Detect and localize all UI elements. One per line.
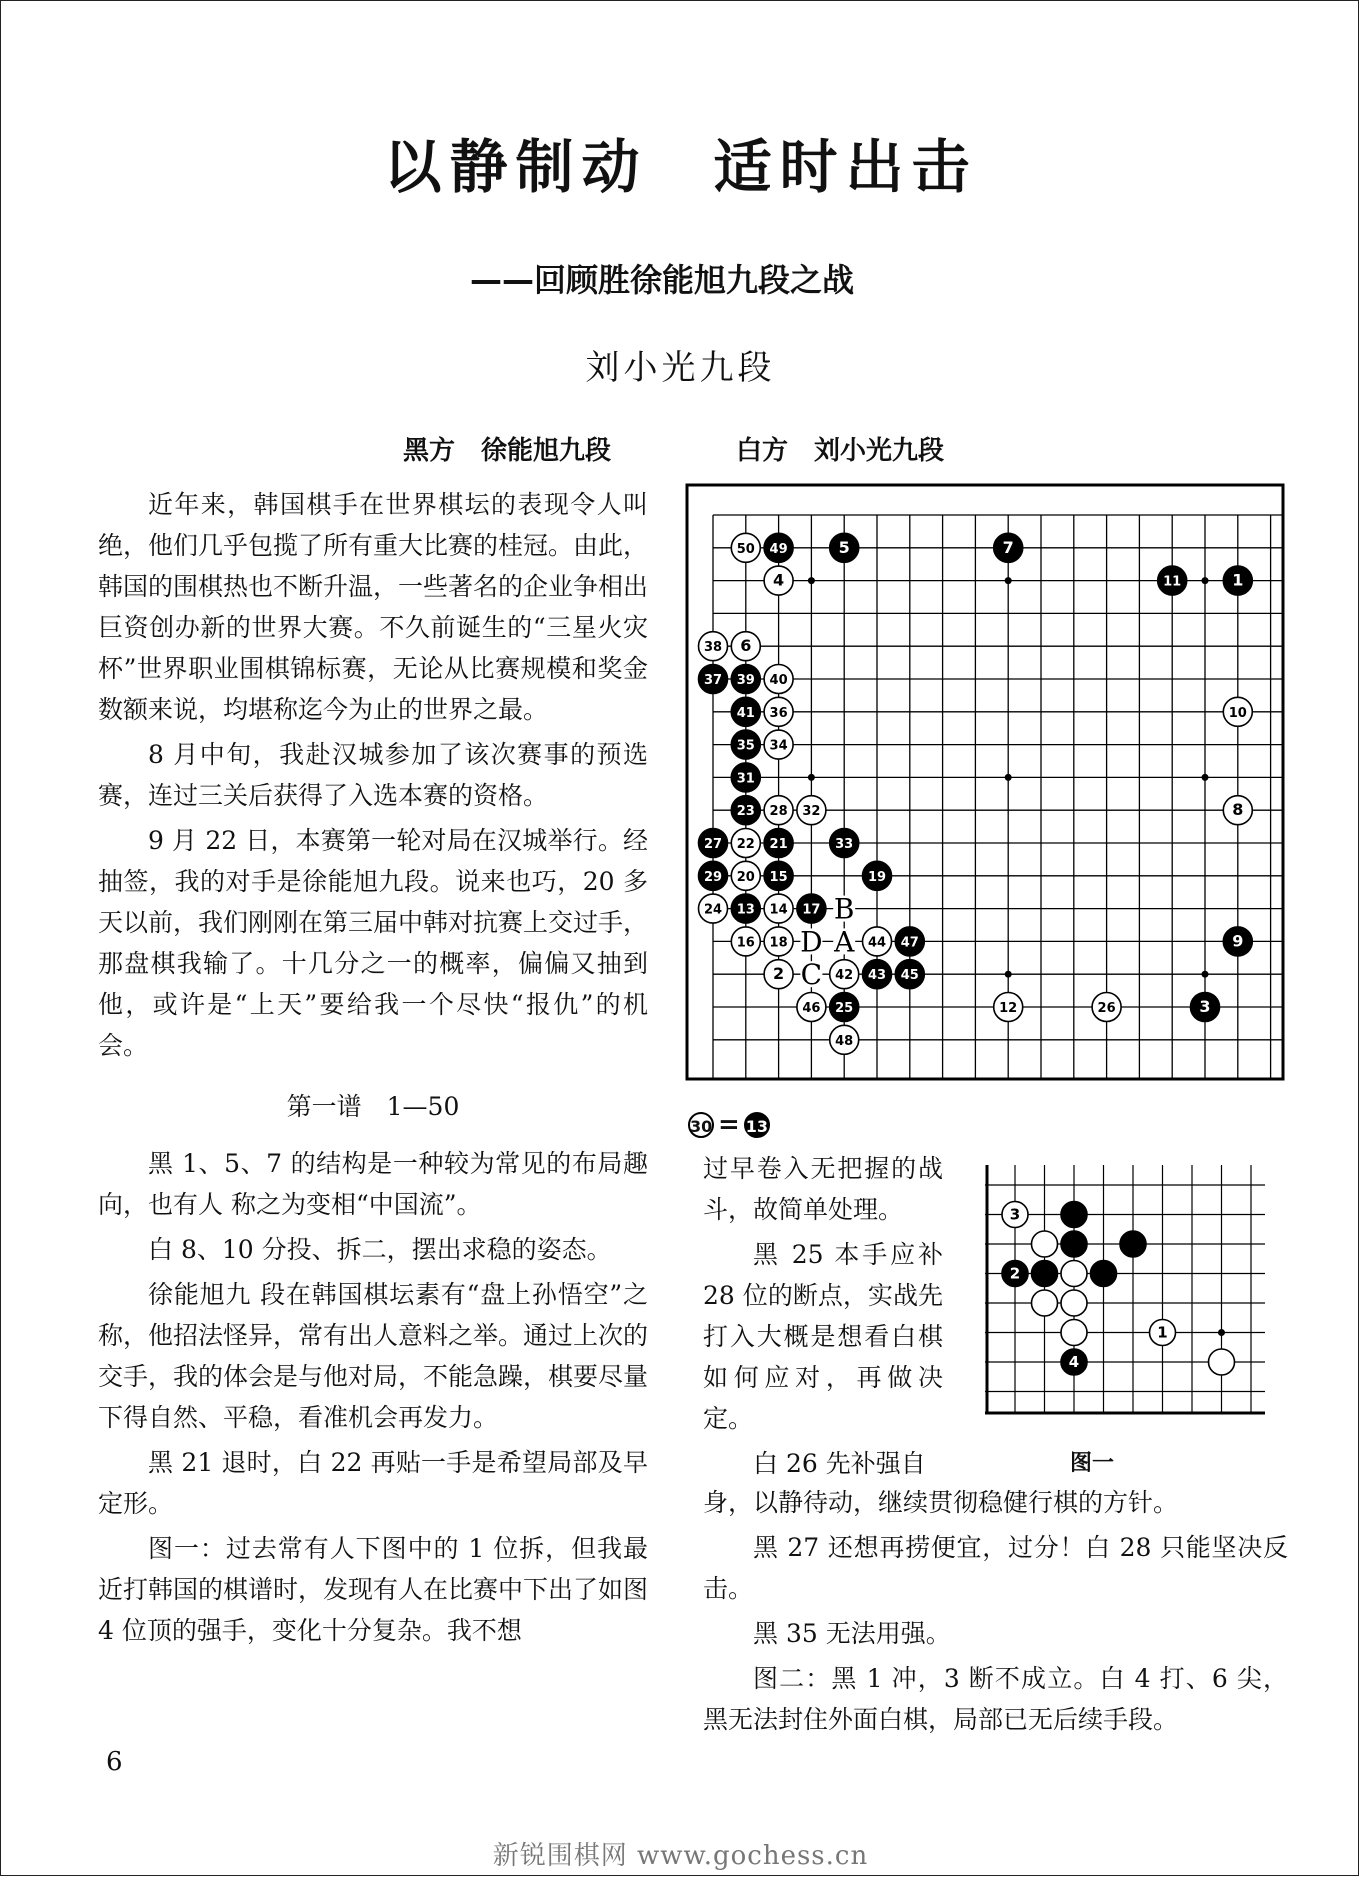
equals-sign: = (718, 1110, 740, 1140)
black-stone (863, 960, 892, 989)
move-number: 23 (736, 804, 755, 820)
point-label: C (800, 958, 823, 992)
move-number: 24 (703, 902, 723, 918)
move-number: 26 (1097, 1001, 1116, 1016)
paragraph: 白 26 先补强自 (753, 1449, 926, 1478)
right-column (703, 1482, 1288, 1744)
black-stone (1032, 1261, 1058, 1287)
black-stone (797, 894, 826, 923)
right-narrow-column (703, 1148, 943, 1488)
paragraph: 图一：过去常有人下图中的 1 位拆，但我最近打韩国的棋谱时，发现有人在比赛中下出了如图 4 位顶的强手，变化十分复杂。我不想 (98, 1534, 649, 1645)
star-point (808, 577, 815, 584)
move-number: 19 (867, 869, 887, 885)
white-stone (764, 927, 793, 956)
move-number: 37 (703, 673, 723, 688)
move-number: 12 (999, 1001, 1018, 1016)
move-number: 27 (703, 837, 723, 852)
move-number: 1 (1232, 570, 1244, 590)
move-number: 18 (769, 935, 788, 951)
move-number: 6 (740, 636, 752, 656)
move-number: 35 (736, 738, 755, 754)
main-go-board (685, 483, 1285, 1081)
white-stone (1032, 1290, 1058, 1316)
black-stone (731, 796, 760, 825)
black-stone (1158, 566, 1187, 595)
black-stone (731, 763, 760, 792)
white-stone (863, 927, 892, 956)
white-stone (764, 730, 793, 759)
black-stone (830, 993, 859, 1022)
star-point (1005, 971, 1012, 978)
paragraph: 9 月 22 日，本赛第一轮对局在汉城举行。经抽签，我的对手是徐能旭九段。说来也巧，20 多天以前，我们刚刚在第三届中韩对抗赛上交过手，那盘棋我输了。十几分之一的概率，偏偏又抽到他，或许是“上天”要给我一个尽快“报仇”的机会。 (98, 826, 649, 1060)
move-number: 32 (802, 804, 821, 820)
white-stone (830, 960, 859, 989)
point-label: D (800, 925, 823, 959)
black-player: 黑方 徐能旭九段 (403, 436, 612, 466)
move-number: 47 (900, 935, 919, 951)
black-stone (1061, 1231, 1087, 1257)
black-stone (699, 829, 728, 858)
move-number: 41 (736, 705, 755, 721)
black-stone (895, 960, 924, 989)
black-stone (1002, 1261, 1028, 1287)
section-heading: 第一谱 1—50 (286, 1092, 460, 1121)
star-point (1202, 577, 1209, 584)
white-stone (1061, 1320, 1087, 1346)
white-stone (699, 894, 728, 923)
paragraph: 黑 27 还想再捞便宜，过分！白 28 只能坚决反击。 (703, 1533, 1288, 1603)
black-stone (731, 697, 760, 726)
paragraph: 8 月中旬，我赴汉城参加了该次赛事的预选赛，连过三关后获得了入选本赛的资格。 (98, 740, 648, 810)
black-stone (830, 829, 859, 858)
paragraph: 黑 21 退时，白 22 再贴一手是希望局部及早定形。 (98, 1448, 648, 1518)
white-stone (731, 533, 760, 562)
move-number: 3 (1199, 997, 1211, 1016)
white-stone (1223, 796, 1252, 825)
black-stone (731, 730, 760, 759)
black-stone (731, 894, 760, 923)
move-number: 48 (835, 1033, 854, 1049)
black-stone (830, 533, 859, 562)
black-stone (1061, 1349, 1087, 1375)
paragraph: 图二：黑 1 冲，3 断不成立。白 4 打、6 尖，黑无法封住外面白棋，局部已无后续手段。 (703, 1664, 1288, 1734)
point-label: A (834, 925, 855, 959)
move-number: 11 (1163, 574, 1182, 590)
black-stone (1223, 566, 1252, 595)
paragraph: 近年来，韩国棋手在世界棋坛的表现令人叫绝，他们几乎包揽了所有重大比赛的桂冠。由此，韩国的围棋热也不断升温，一些著名的企业争相出巨资创办新的世界大赛。不久前诞生的“三星火灾杯”世界职业围棋锦标赛，无论从比赛规模和奖金数额来说，均堪称迄今为止的世界之最。 (98, 490, 649, 724)
black-stone (731, 665, 760, 694)
black-stone (1223, 927, 1252, 956)
move-number: 17 (802, 902, 821, 918)
white-stone (830, 1025, 859, 1054)
white-stone-ref: 30 (688, 1112, 714, 1138)
move-number: 34 (769, 738, 788, 754)
equation (688, 1110, 770, 1140)
move-number: 28 (769, 804, 788, 820)
move-number: 33 (835, 837, 854, 852)
footer-watermark: 新锐围棋网 www.gochess.cn (492, 1841, 869, 1871)
white-stone (1223, 697, 1252, 726)
black-stone (699, 665, 728, 694)
move-number: 31 (736, 771, 755, 787)
move-number: 25 (835, 1001, 854, 1016)
star-point (1202, 971, 1209, 978)
page-number: 6 (106, 1747, 123, 1777)
move-number: 14 (769, 902, 788, 918)
move-number: 7 (1002, 537, 1014, 557)
black-stone (764, 829, 793, 858)
white-stone (797, 796, 826, 825)
black-stone (994, 533, 1023, 562)
move-number: 10 (1228, 705, 1247, 721)
paragraph: 黑 1、5、7 的结构是一种较为常见的布局趣向，也有人 称之为变相“中国流”。 (98, 1149, 648, 1219)
move-number: 8 (1232, 800, 1244, 820)
black-stone (1120, 1231, 1146, 1257)
paragraph: 黑 35 无法用强。 (753, 1619, 951, 1648)
move-number: 44 (867, 935, 887, 951)
white-stone (1061, 1290, 1087, 1316)
move-number: 1 (1157, 1323, 1168, 1342)
black-stone (863, 861, 892, 890)
move-number: 5 (838, 537, 850, 557)
move-number: 13 (736, 902, 755, 918)
star-point (1218, 1329, 1225, 1336)
figure-one-board (985, 1165, 1265, 1415)
paragraph: 身，以静待动，继续贯彻稳健行棋的方针。 (703, 1488, 1179, 1517)
white-stone (1209, 1349, 1235, 1375)
white-stone (994, 993, 1023, 1022)
white-stone (1032, 1231, 1058, 1257)
article-title: 以静制动 适时出击 (383, 133, 978, 201)
move-number: 3 (1009, 1205, 1021, 1224)
figure-caption: 图一 (1070, 1451, 1115, 1476)
white-stone (731, 632, 760, 661)
white-stone (764, 697, 793, 726)
move-number: 50 (736, 541, 755, 557)
black-stone (1091, 1261, 1117, 1287)
move-number: 21 (769, 837, 788, 852)
white-stone (797, 993, 826, 1022)
white-player: 白方 刘小光九段 (736, 436, 945, 466)
paragraph: 白 8、10 分投、拆二，摆出求稳的姿态。 (148, 1235, 612, 1264)
move-number: 38 (703, 640, 723, 656)
article-author: 刘小光九段 (585, 348, 776, 388)
article-subtitle: ——回顾胜徐能旭九段之战 (470, 261, 855, 299)
white-stone (1092, 993, 1121, 1022)
move-number: 39 (736, 673, 755, 688)
star-point (1005, 774, 1012, 781)
move-number: 15 (769, 869, 788, 885)
white-stone (731, 829, 760, 858)
move-number: 4 (773, 570, 785, 590)
black-stone (1191, 993, 1220, 1022)
move-number: 16 (736, 935, 755, 951)
move-number: 42 (835, 968, 854, 984)
black-stone (764, 533, 793, 562)
white-stone (1002, 1202, 1028, 1228)
white-stone (764, 796, 793, 825)
white-stone (699, 632, 728, 661)
move-number: 4 (1068, 1353, 1080, 1371)
black-stone (1061, 1202, 1087, 1228)
white-stone (731, 861, 760, 890)
star-point (1202, 774, 1209, 781)
move-number: 46 (802, 1001, 821, 1016)
star-point (808, 774, 815, 781)
white-stone (764, 960, 793, 989)
star-point (1005, 577, 1012, 584)
black-stone (895, 927, 924, 956)
move-number: 2 (1009, 1264, 1021, 1283)
move-number: 20 (736, 869, 755, 885)
move-number: 45 (900, 968, 919, 984)
white-stone (764, 894, 793, 923)
white-stone (1061, 1261, 1087, 1287)
paragraph: 徐能旭九 段在韩国棋坛素有“盘上孙悟空”之称，他招法怪异，常有出人意料之举。通过上次的交手，我的体会是与他对局，不能急躁，棋要尽量下得自然、平稳，看准机会再发力。 (98, 1280, 649, 1432)
point-label: B (833, 892, 855, 926)
white-stone (764, 566, 793, 595)
black-stone (764, 861, 793, 890)
move-number: 22 (736, 837, 755, 852)
white-stone (764, 665, 793, 694)
black-stone-ref: 13 (744, 1112, 770, 1138)
white-stone (731, 927, 760, 956)
move-number: 29 (703, 869, 723, 885)
move-number: 40 (769, 673, 788, 688)
white-stone (1150, 1320, 1176, 1346)
move-number: 36 (769, 705, 788, 721)
paragraph: 黑 25 本手应补 28 位的断点，实战先打入大概是想看白棋如何应对，再做决定。 (703, 1240, 943, 1433)
move-number: 9 (1232, 931, 1244, 951)
left-column (98, 484, 648, 1655)
move-number: 49 (769, 541, 788, 557)
move-number: 2 (773, 964, 785, 984)
paragraph: 过早卷入无把握的战斗，故简单处理。 (703, 1154, 943, 1224)
move-number: 43 (867, 968, 887, 984)
black-stone (699, 861, 728, 890)
